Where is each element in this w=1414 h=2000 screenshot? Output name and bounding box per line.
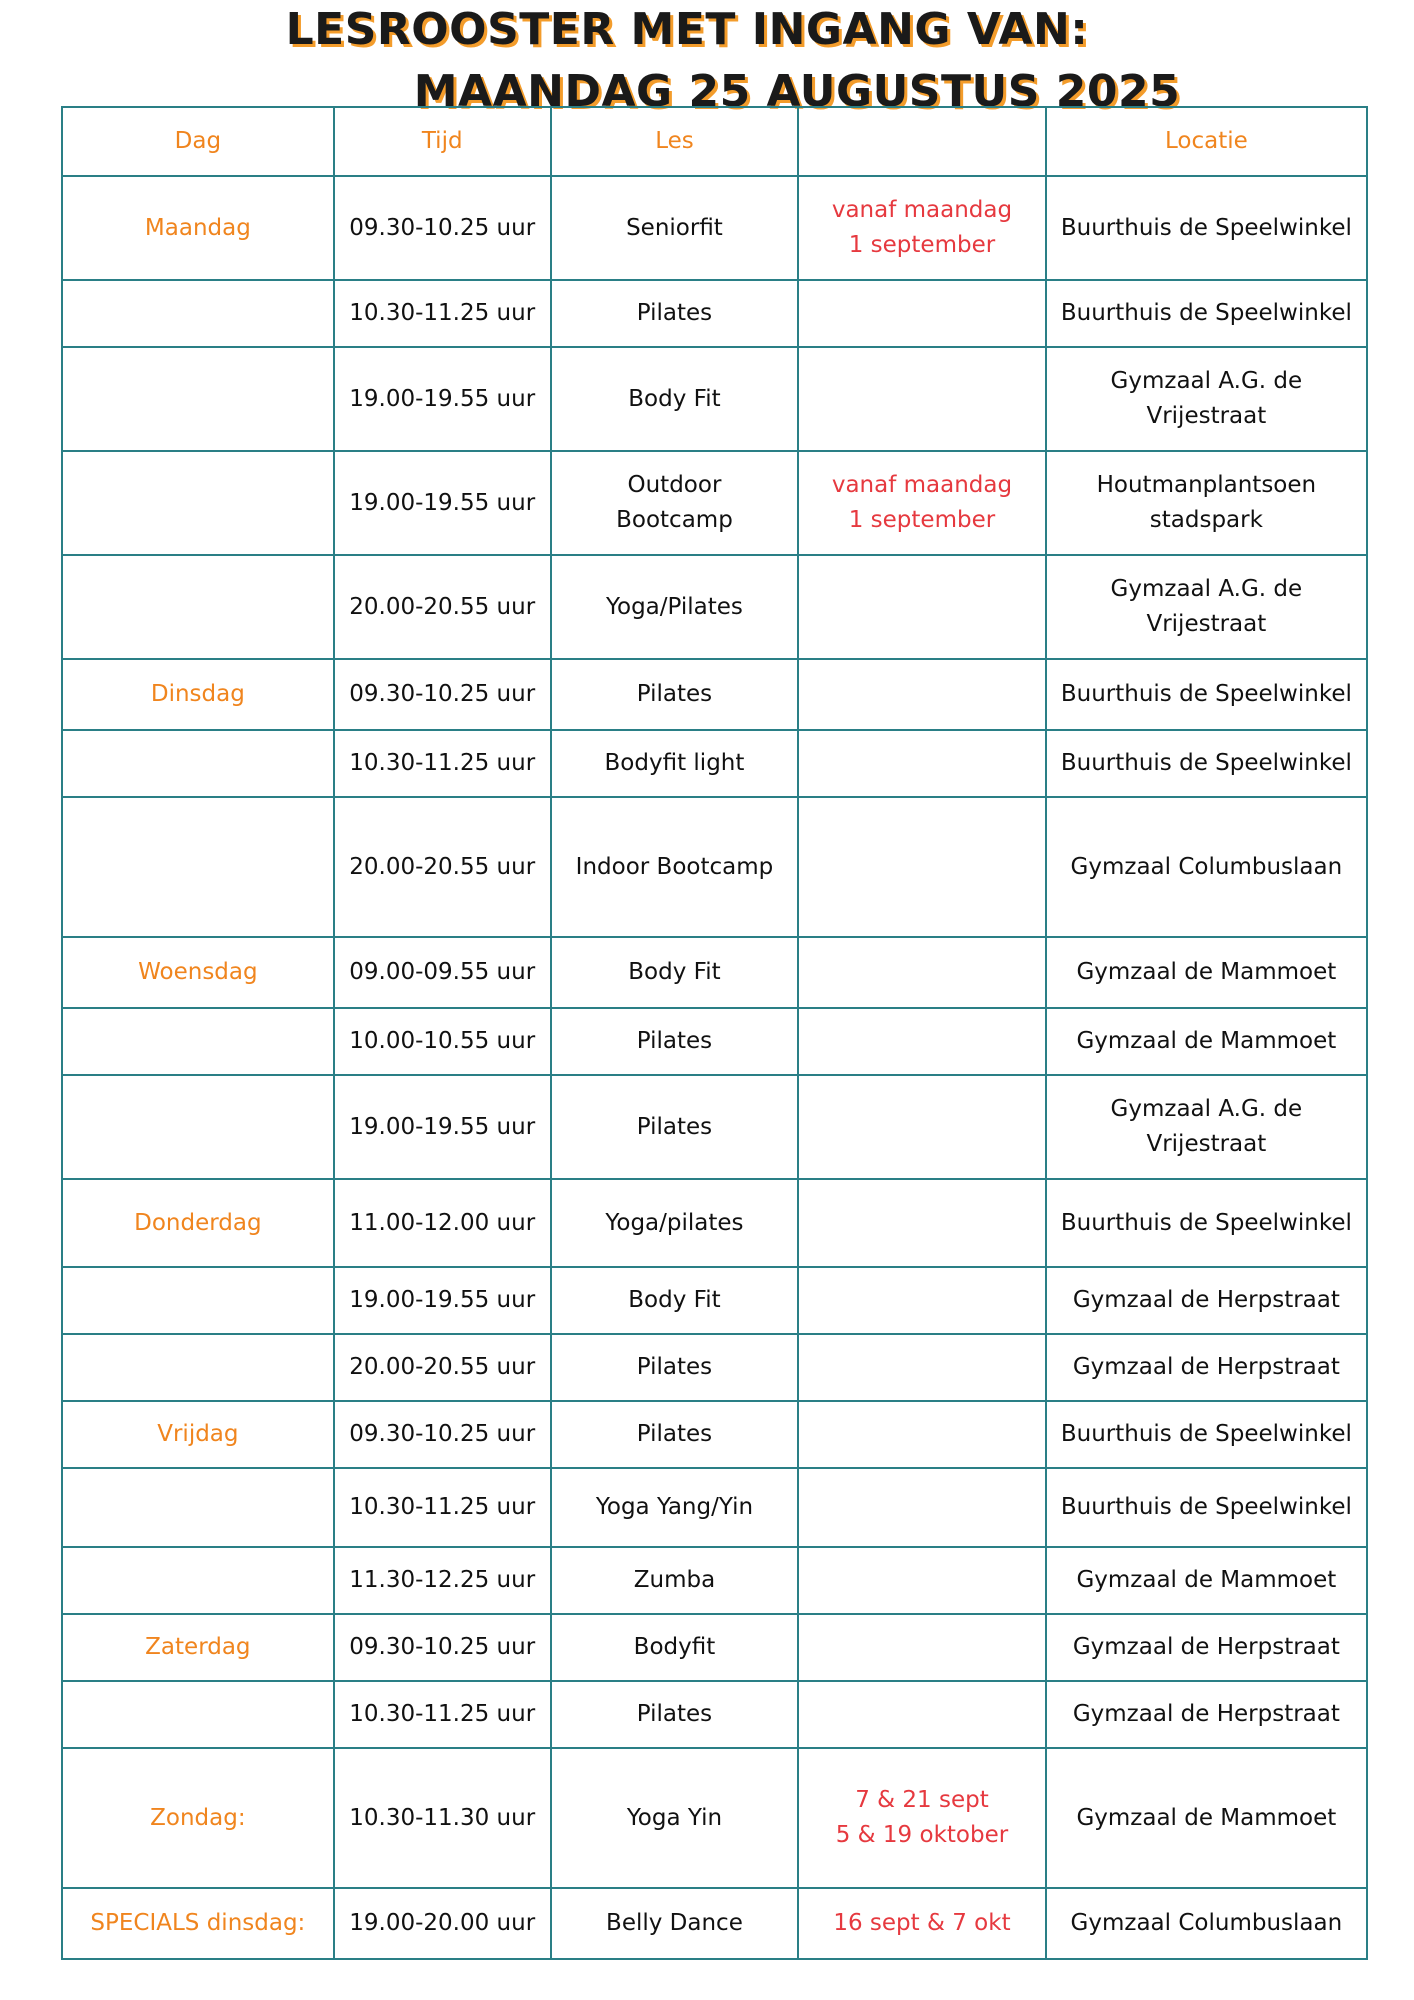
time-cell: 20.00-20.55 uur [334,555,551,659]
location-cell: Gymzaal A.G. de Vrijestraat [1046,1075,1367,1179]
location-cell: Gymzaal de Mammoet [1046,937,1367,1008]
day-cell [62,1334,334,1401]
table-row [62,730,1367,797]
day-cell [62,555,334,659]
table-row [62,176,1367,280]
table-row [62,1179,1367,1267]
time-cell: 09.00-09.55 uur [334,937,551,1008]
location-cell: Gymzaal Columbuslaan [1046,797,1367,937]
note-cell [798,1547,1046,1614]
day-cell: Zondag: [62,1748,334,1888]
day-cell [62,451,334,555]
day-cell [62,1075,334,1179]
location-cell: Gymzaal de Herpstraat [1046,1681,1367,1748]
table-row [62,797,1367,937]
time-cell: 10.30-11.25 uur [334,730,551,797]
time-cell: 11.30-12.25 uur [334,1547,551,1614]
note-cell [798,1075,1046,1179]
time-cell: 19.00-19.55 uur [334,451,551,555]
class-cell: Pilates [551,1334,799,1401]
note-cell [798,937,1046,1008]
table-row [62,937,1367,1008]
class-cell: Body Fit [551,347,799,451]
class-cell: Indoor Bootcamp [551,797,799,937]
class-cell: Zumba [551,1547,799,1614]
location-cell: Gymzaal Columbuslaan [1046,1888,1367,1959]
day-cell [62,1008,334,1075]
note-cell [798,1468,1046,1547]
day-cell: Maandag [62,176,334,280]
time-cell: 09.30-10.25 uur [334,176,551,280]
day-cell: Woensdag [62,937,334,1008]
location-cell: Gymzaal de Herpstraat [1046,1614,1367,1681]
note-cell [798,1681,1046,1748]
location-cell: Buurthuis de Speelwinkel [1046,280,1367,347]
time-cell: 09.30-10.25 uur [334,1614,551,1681]
location-cell: Gymzaal de Herpstraat [1046,1334,1367,1401]
note-cell [798,659,1046,730]
day-cell [62,347,334,451]
table-row [62,280,1367,347]
note-cell [798,1334,1046,1401]
table-row [62,659,1367,730]
day-cell [62,280,334,347]
table-row [62,1748,1367,1888]
day-cell: SPECIALS dinsdag: [62,1888,334,1959]
note-cell: 16 sept & 7 okt [798,1888,1046,1959]
note-cell [798,797,1046,937]
location-cell: Buurthuis de Speelwinkel [1046,1468,1367,1547]
note-cell: 7 & 21 sept 5 & 19 oktober [798,1748,1046,1888]
class-cell: Pilates [551,1401,799,1468]
class-cell: Pilates [551,1008,799,1075]
header-locatie: Locatie [1046,107,1367,176]
table-row [62,1888,1367,1959]
table-row [62,1681,1367,1748]
time-cell: 10.30-11.30 uur [334,1748,551,1888]
location-cell: Gymzaal de Herpstraat [1046,1267,1367,1334]
time-cell: 19.00-20.00 uur [334,1888,551,1959]
page-subtitle: MAANDAG 25 AUGUSTUS 2025 [413,66,1181,117]
table-row [62,1401,1367,1468]
day-cell: Donderdag [62,1179,334,1267]
table-row [62,1614,1367,1681]
time-cell: 20.00-20.55 uur [334,1334,551,1401]
note-cell [798,1179,1046,1267]
class-cell: Outdoor Bootcamp [551,451,799,555]
time-cell: 09.30-10.25 uur [334,1401,551,1468]
class-cell: Yoga Yin [551,1748,799,1888]
class-cell: Belly Dance [551,1888,799,1959]
time-cell: 09.30-10.25 uur [334,659,551,730]
time-cell: 19.00-19.55 uur [334,1075,551,1179]
day-cell [62,1681,334,1748]
header-dag: Dag [62,107,334,176]
header-les: Les [551,107,799,176]
location-cell: Gymzaal de Mammoet [1046,1748,1367,1888]
day-cell [62,730,334,797]
day-cell: Zaterdag [62,1614,334,1681]
location-cell: Buurthuis de Speelwinkel [1046,1401,1367,1468]
class-cell: Bodyfit light [551,730,799,797]
note-cell: vanaf maandag 1 september [798,451,1046,555]
location-cell: Buurthuis de Speelwinkel [1046,659,1367,730]
header-row [62,107,1367,176]
class-cell: Body Fit [551,1267,799,1334]
header-tijd: Tijd [334,107,551,176]
location-cell: Gymzaal de Mammoet [1046,1008,1367,1075]
time-cell: 10.00-10.55 uur [334,1008,551,1075]
table-row [62,347,1367,451]
location-cell: Gymzaal de Mammoet [1046,1547,1367,1614]
day-cell: Vrijdag [62,1401,334,1468]
time-cell: 19.00-19.55 uur [334,347,551,451]
note-cell [798,555,1046,659]
class-cell: Pilates [551,1075,799,1179]
table-row [62,1468,1367,1547]
location-cell: Gymzaal A.G. de Vrijestraat [1046,555,1367,659]
time-cell: 19.00-19.55 uur [334,1267,551,1334]
location-cell: Houtmanplantsoen stadspark [1046,451,1367,555]
note-cell [798,1401,1046,1468]
note-cell [798,347,1046,451]
location-cell: Buurthuis de Speelwinkel [1046,176,1367,280]
time-cell: 10.30-11.25 uur [334,1681,551,1748]
class-cell: Pilates [551,1681,799,1748]
class-cell: Bodyfit [551,1614,799,1681]
table-row [62,451,1367,555]
location-cell: Gymzaal A.G. de Vrijestraat [1046,347,1367,451]
day-cell [62,1547,334,1614]
class-cell: Seniorfit [551,176,799,280]
header-note [798,107,1046,176]
location-cell: Buurthuis de Speelwinkel [1046,1179,1367,1267]
table-row [62,1008,1367,1075]
day-cell [62,797,334,937]
time-cell: 10.30-11.25 uur [334,1468,551,1547]
class-cell: Yoga/Pilates [551,555,799,659]
class-cell: Yoga Yang/Yin [551,1468,799,1547]
note-cell [798,1614,1046,1681]
time-cell: 11.00-12.00 uur [334,1179,551,1267]
table-row [62,1547,1367,1614]
day-cell [62,1468,334,1547]
class-cell: Pilates [551,280,799,347]
class-cell: Body Fit [551,937,799,1008]
class-cell: Pilates [551,659,799,730]
note-cell [798,1008,1046,1075]
table-row [62,1334,1367,1401]
day-cell [62,1267,334,1334]
note-cell [798,730,1046,797]
table-row [62,1267,1367,1334]
note-cell: vanaf maandag 1 september [798,176,1046,280]
table-row [62,555,1367,659]
schedule-table [61,106,1368,1960]
note-cell [798,280,1046,347]
table-row [62,1075,1367,1179]
page-title: LESROOSTER MET INGANG VAN: [285,4,1089,55]
time-cell: 10.30-11.25 uur [334,280,551,347]
note-cell [798,1267,1046,1334]
location-cell: Buurthuis de Speelwinkel [1046,730,1367,797]
day-cell: Dinsdag [62,659,334,730]
class-cell: Yoga/pilates [551,1179,799,1267]
time-cell: 20.00-20.55 uur [334,797,551,937]
